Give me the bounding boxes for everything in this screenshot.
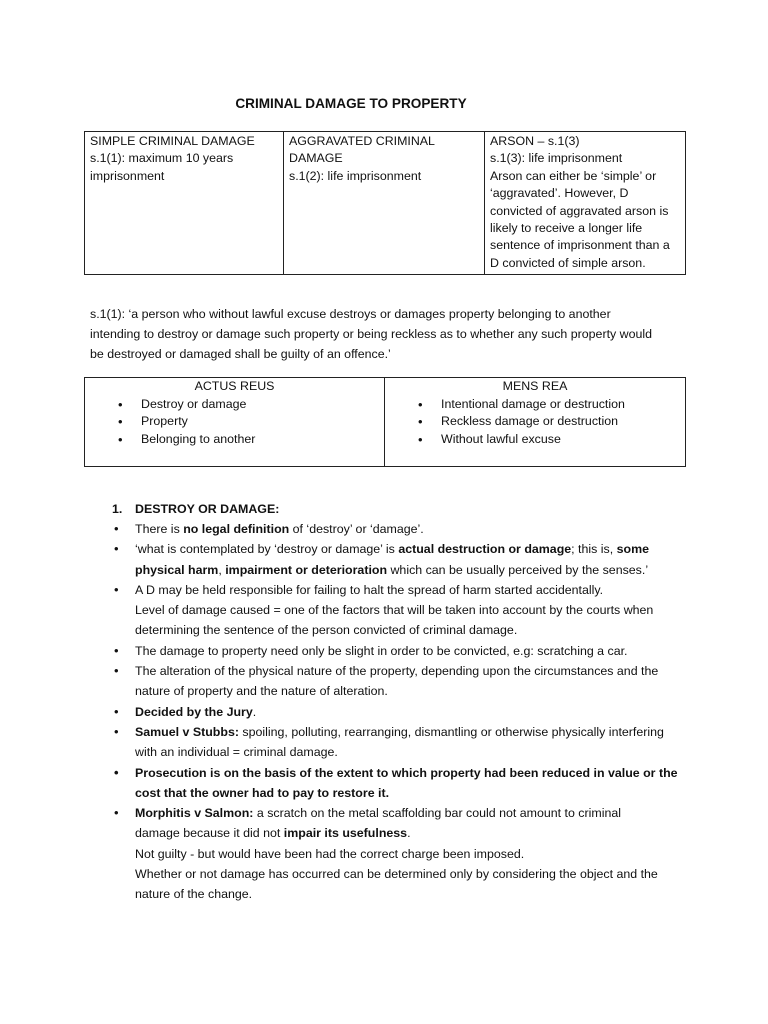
quote-line: intending to destroy or damage such property or being reckless as to whether any such property would — [90, 327, 653, 341]
text: ; this is, — [571, 542, 617, 557]
case-name: Samuel v Stubbs: — [135, 724, 239, 739]
case-name: Morphitis v Salmon: — [135, 806, 254, 821]
text: a scratch on the metal scaffolding bar could not amount to criminal — [253, 806, 621, 821]
text: spoiling, polluting, rearranging, dismantling or otherwise physically interfering — [238, 724, 664, 739]
text-bold: impair its usefulness — [283, 826, 408, 841]
cell-line: s.1(2): life imprisonment — [289, 168, 422, 183]
mens-rea-heading: MENS REA — [502, 379, 568, 393]
text-bold: some — [616, 542, 649, 557]
table-row — [85, 378, 686, 467]
text-line — [135, 803, 692, 823]
text-line: • Prosecution is on the basis of the extent to which property had been reduced in value or the — [135, 765, 678, 780]
text-bold: Decided by the Jury — [135, 704, 253, 719]
penalty-table — [84, 131, 686, 275]
cell-actus-reus — [85, 378, 385, 467]
list-item: • Destroy or damage — [90, 396, 379, 414]
cell-line: sentence of imprisonment than a — [490, 238, 670, 253]
text-bold: impairment or deterioration — [225, 562, 388, 577]
list-item: • The damage to property need only be slight in order to be convicted, e.g: scratching a car. — [112, 641, 692, 661]
actus-reus-list — [90, 396, 379, 449]
text-line: determining the sentence of the person convicted of criminal damage. — [135, 623, 518, 638]
section-heading — [112, 499, 692, 519]
text-line — [135, 722, 692, 742]
section-heading-text: DESTROY OR DAMAGE: — [135, 502, 280, 516]
list-item — [112, 661, 692, 702]
mens-rea-list — [390, 396, 680, 449]
quote-line: be destroyed or damaged shall be guilty of an offence.’ — [90, 347, 391, 361]
text-line: nature of property and the nature of alteration. — [135, 684, 388, 699]
text: , — [218, 562, 226, 577]
actus-reus-heading: ACTUS REUS — [194, 379, 275, 393]
cell-line: s.1(1): maximum 10 years — [90, 151, 234, 166]
text: . — [252, 704, 257, 719]
list-item — [112, 803, 692, 904]
table-row — [85, 132, 686, 275]
text-line: • The alteration of the physical nature of the property, depending upon the circumstances and the — [135, 664, 659, 679]
text-line: • A D may be held responsible for failing to halt the spread of harm started accidentally. — [135, 582, 604, 597]
section-destroy-or-damage — [112, 499, 692, 905]
list-item — [112, 539, 692, 580]
elements-table — [84, 377, 686, 467]
cell-line: imprisonment — [90, 168, 165, 183]
list-item — [112, 580, 692, 641]
section-bullets — [112, 519, 692, 905]
cell-simple-criminal-damage — [85, 132, 284, 275]
cell-line: convicted of aggravated arson is — [490, 203, 669, 218]
text-line: with an individual = criminal damage. — [135, 745, 338, 760]
cell-line: s.1(3): life imprisonment — [490, 151, 623, 166]
cell-line: D convicted of simple arson. — [490, 255, 646, 270]
text: which can be usually perceived by the senses.’ — [387, 562, 649, 577]
list-item — [112, 519, 692, 539]
text: There is — [135, 522, 184, 536]
text-bold: actual destruction or damage — [398, 542, 572, 557]
list-item: • Intentional damage or destruction — [390, 396, 680, 414]
text-bold: no legal definition — [183, 522, 290, 536]
cell-arson — [485, 132, 686, 275]
text: of ‘destroy’ or ‘damage’. — [289, 522, 424, 536]
text-bold: physical harm — [135, 562, 219, 577]
list-item: • Without lawful excuse — [390, 431, 680, 449]
text-line: Level of damage caused = one of the factors that will be taken into account by the courts when — [135, 603, 654, 618]
text-line: nature of the change. — [135, 887, 253, 902]
cell-line: DAMAGE — [289, 151, 343, 166]
text-line — [135, 823, 692, 843]
cell-line: AGGRAVATED CRIMINAL — [289, 134, 435, 148]
list-item — [112, 702, 692, 722]
text: . — [407, 826, 411, 841]
cell-line: ARSON – s.1(3) — [490, 134, 580, 148]
statute-quote — [90, 304, 690, 364]
list-item: • Reckless damage or destruction — [390, 413, 680, 431]
cell-line: Arson can either be ‘simple’ or — [490, 168, 657, 183]
section-number: 1. — [112, 502, 123, 516]
list-item: • Property — [90, 413, 379, 431]
quote-line: s.1(1): ‘a person who without lawful excuse destroys or damages property belonging to another — [90, 307, 611, 321]
text-line: cost that the owner had to pay to restore it. — [135, 785, 390, 800]
list-item — [112, 722, 692, 763]
cell-aggravated-criminal-damage — [284, 132, 485, 275]
cell-line: SIMPLE CRIMINAL DAMAGE — [90, 134, 255, 148]
text-line: Whether or not damage has occurred can be determined only by considering the object and the — [135, 867, 658, 882]
text-line: Not guilty - but would have been had the correct charge been imposed. — [135, 846, 525, 861]
cell-line: ‘aggravated’. However, D — [490, 186, 629, 201]
page-title: CRIMINAL DAMAGE TO PROPERTY — [235, 96, 467, 111]
cell-line: likely to receive a longer life — [490, 221, 643, 236]
list-item: • Belonging to another — [90, 431, 379, 449]
cell-mens-rea — [385, 378, 686, 467]
list-item — [112, 763, 692, 804]
text: ‘what is contemplated by ‘destroy or damage’ is — [135, 542, 399, 557]
text: damage because it did not — [135, 826, 284, 841]
